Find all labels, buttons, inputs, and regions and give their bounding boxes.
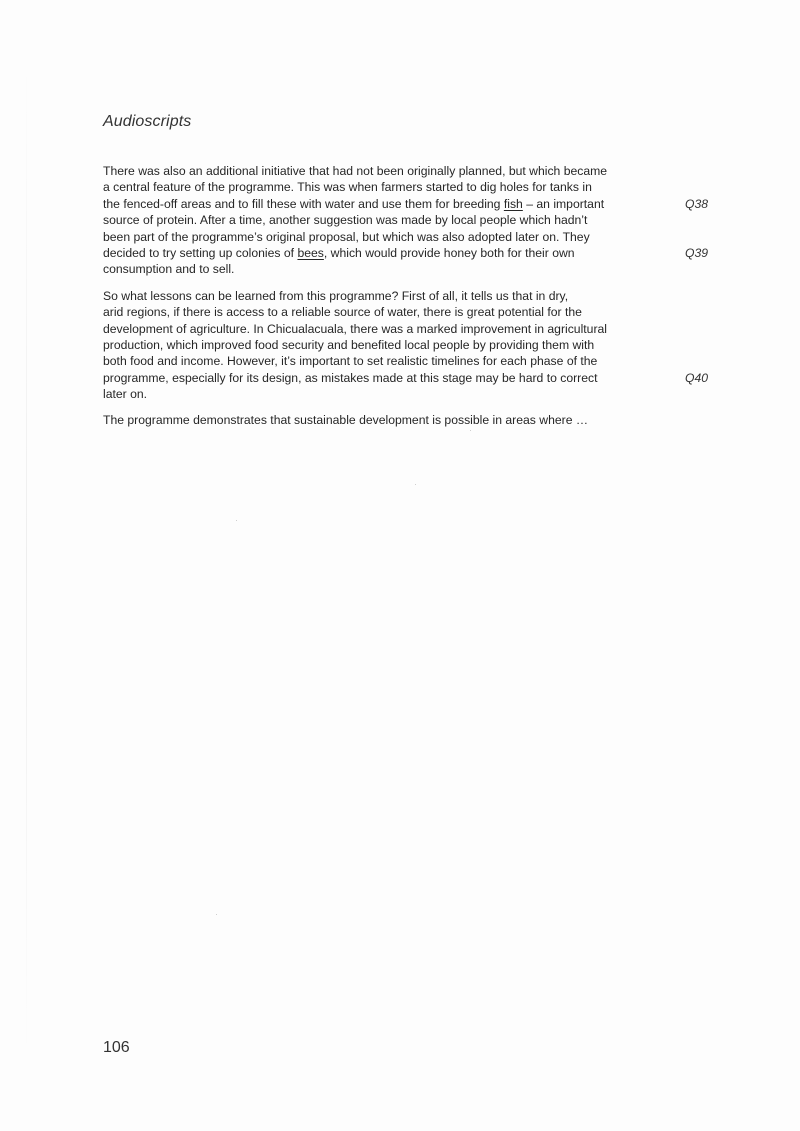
- text-line: [103, 412, 663, 428]
- text-line: [103, 353, 663, 369]
- text-line: [103, 163, 663, 179]
- paragraph: [103, 288, 723, 403]
- page-number: 106: [103, 1039, 130, 1056]
- text-line: [103, 288, 663, 304]
- question-marker: Q40: [685, 370, 709, 385]
- scan-speck: [415, 484, 416, 485]
- text-segment: production, which improved food security and benefited local people by providing them with: [103, 337, 595, 352]
- text-segment: been part of the programme’s original proposal, but which was also adopted later on. They: [103, 229, 590, 244]
- text-line: [103, 321, 663, 337]
- text-line: [103, 229, 663, 245]
- text-segment: There was also an additional initiative that had not been originally planned, but which became: [103, 164, 608, 178]
- question-marker: Q38: [685, 196, 709, 211]
- answer-keyword: fish: [503, 196, 523, 211]
- text-line: [103, 304, 663, 320]
- text-segment: development of agriculture. In Chicualacuala, there was a marked improvement in agricultural: [103, 321, 608, 336]
- text-segment: – an important: [522, 196, 605, 211]
- text-segment: decided to try setting up colonies of: [103, 245, 298, 260]
- paragraph: [103, 163, 723, 278]
- scan-speck: [216, 914, 217, 915]
- text-line: [103, 386, 663, 402]
- text-segment: a central feature of the programme. This was when farmers started to dig holes for tanks in: [103, 180, 592, 195]
- audioscript-body: [103, 163, 723, 439]
- text-line: [103, 212, 663, 228]
- text-line: [103, 337, 663, 353]
- paragraph: [103, 412, 723, 428]
- text-segment: , which would provide honey both for their own: [323, 245, 575, 260]
- text-segment: source of protein. After a time, another suggestion was made by local people which hadn’t: [103, 213, 588, 228]
- scan-edge-shadow: [26, 60, 27, 1060]
- text-line: [103, 179, 663, 195]
- text-line: [103, 261, 663, 277]
- text-segment: arid regions, if there is access to a reliable source of water, there is great potential for the: [103, 305, 582, 320]
- text-segment: So what lessons can be learned from this programme? First of all, it tells us that in dry,: [103, 288, 569, 303]
- answer-keyword: bees: [297, 245, 324, 260]
- text-segment: The programme demonstrates that sustainable development is possible in areas where …: [103, 413, 589, 428]
- text-segment: the fenced-off areas and to fill these with water and use them for breeding: [103, 196, 504, 211]
- text-line: [103, 196, 709, 212]
- scan-speck: [236, 520, 237, 521]
- text-segment: later on.: [103, 387, 148, 402]
- text-segment: both food and income. However, it’s important to set realistic timelines for each phase of the: [103, 354, 598, 369]
- question-marker: Q39: [685, 245, 709, 260]
- text-line: [103, 370, 709, 386]
- text-line: [103, 245, 709, 261]
- section-title: Audioscripts: [103, 113, 192, 130]
- text-segment: programme, especially for its design, as mistakes made at this stage may be hard to correct: [103, 370, 598, 385]
- scan-speck: [470, 430, 471, 431]
- text-segment: consumption and to sell.: [103, 262, 235, 277]
